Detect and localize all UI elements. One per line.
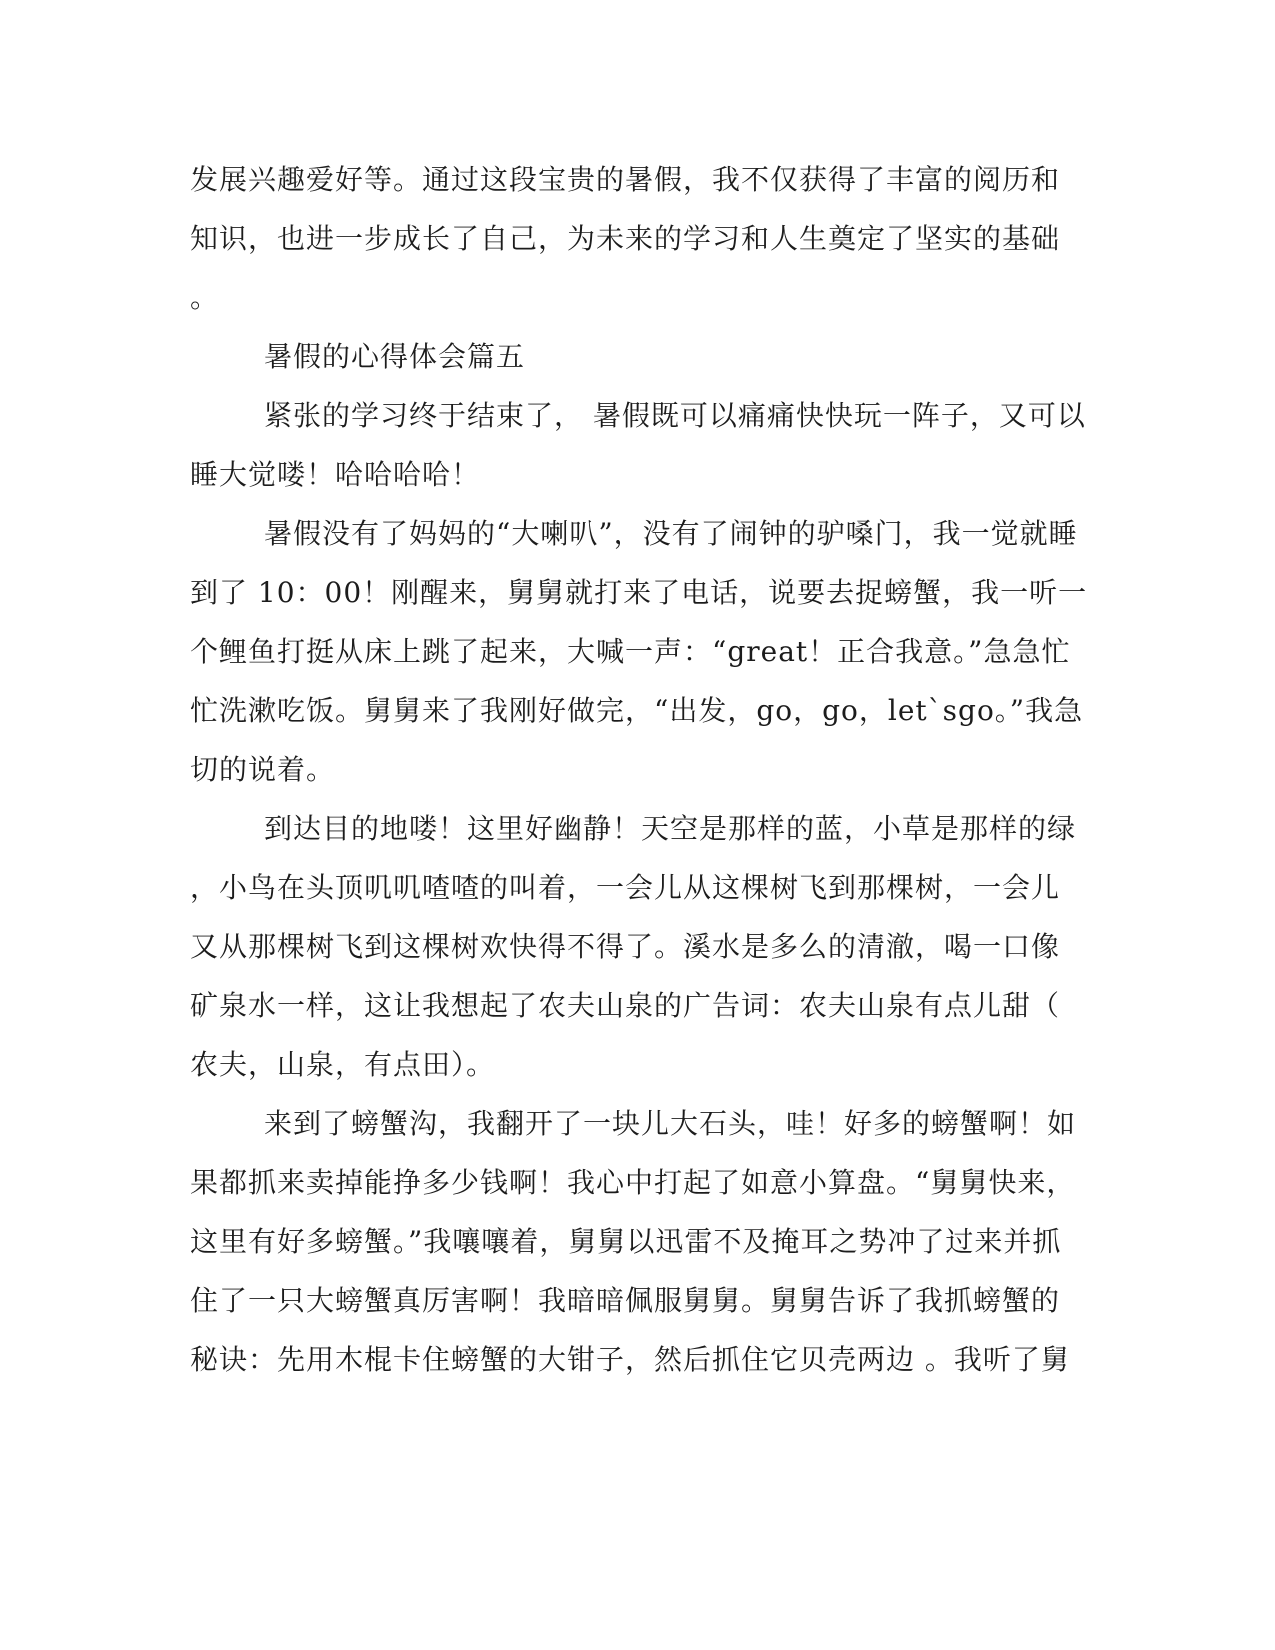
text-line: 农夫，山泉，有点田）。	[190, 1048, 496, 1081]
text-line: 忙洗漱吃饭。舅舅来了我刚好做完，“出发，go，go，let`sgo。”我急	[190, 694, 1084, 727]
text-line: 秘诀：先用木棍卡住螃蟹的大钳子，然后抓住它贝壳两边 。我听了舅	[190, 1343, 1070, 1376]
text-line: 到了 10：00！刚醒来，舅舅就打来了电话，说要去捉螃蟹，我一听一	[190, 576, 1088, 609]
text-line: 果都抓来卖掉能挣多少钱啊！我心中打起了如意小算盘。“舅舅快来，	[190, 1166, 1076, 1199]
section-heading: 暑假的心得体会篇五	[264, 340, 526, 373]
text-line: 又从那棵树飞到这棵树欢快得不得了。溪水是多么的清澈，喝一口像	[190, 930, 1061, 963]
text-line: 这里有好多螃蟹。”我嚷嚷着，舅舅以迅雷不及掩耳之势冲了过来并抓	[190, 1225, 1062, 1258]
text-line: 知识，也进一步成长了自己，为未来的学习和人生奠定了坚实的基础	[190, 222, 1061, 255]
text-line: 来到了螃蟹沟，我翻开了一块儿大石头，哇！好多的螃蟹啊！如	[264, 1107, 1077, 1140]
text-line: 到达目的地喽！这里好幽静！天空是那样的蓝，小草是那样的绿	[264, 812, 1077, 845]
text-line: 矿泉水一样，这让我想起了农夫山泉的广告词：农夫山泉有点儿甜（	[190, 989, 1061, 1022]
text-line: 个鲤鱼打挺从床上跳了起来，大喊一声：“great！正合我意。”急急忙	[190, 635, 1071, 668]
text-line: 发展兴趣爱好等。通过这段宝贵的暑假，我不仅获得了丰富的阅历和	[190, 163, 1061, 196]
text-line: 切的说着。	[190, 753, 336, 786]
text-line: 。	[190, 281, 220, 314]
text-line: ，小鸟在头顶叽叽喳喳的叫着，一会儿从这棵树飞到那棵树，一会儿	[190, 871, 1061, 904]
text-line: 暑假没有了妈妈的“大喇叭”，没有了闹钟的驴嗓门，我一觉就睡	[264, 517, 1078, 550]
text-line: 紧张的学习终于结束了， 暑假既可以痛痛快快玩一阵子，又可以	[264, 399, 1086, 432]
text-line: 住了一只大螃蟹真厉害啊！我暗暗佩服舅舅。舅舅告诉了我抓螃蟹的	[190, 1284, 1061, 1317]
text-line: 睡大觉喽！哈哈哈哈！	[190, 458, 481, 491]
